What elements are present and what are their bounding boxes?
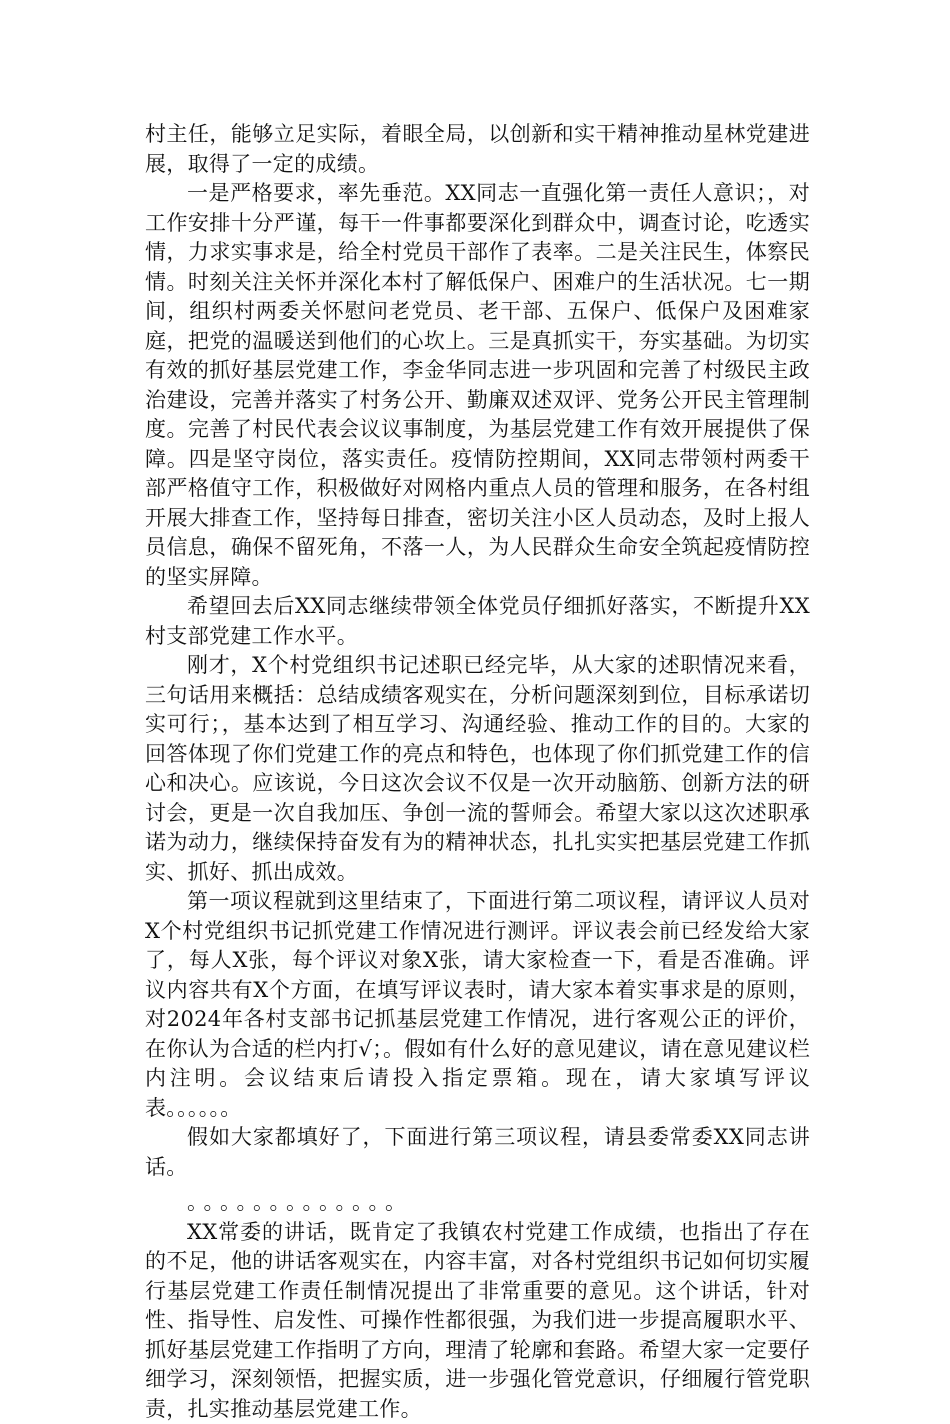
paragraph-achievements: 一是严格要求，率先垂范。XX同志一直强化第一责任人意识；，对工作安排十分严谨，每干一件事都要深化到群众中，调查讨论，吃透实情，力求实事求是，给全村党员干部作了表率。二是关注民生，体察民情。时刻关注关怀并深化本村了解低保户、困难户的生活状况。七一期间，组织村两委关怀慰问老党员、老干部、五保户、低保户及困难家庭，把党的温暖送到他们的心坎上。三是真抓实干，夯实基础。为切实有效的抓好基层党建工作，李金华同志进一步巩固和完善了村级民主政治建设，完善并落实了村务公开、勤廉双述双评、党务公开民主管理制度。完善了村民代表会议议事制度，为基层党建工作有效开展提供了保障。四是坚守岗位，落实责任。疫情防控期间，XX同志带领村两委干部严格值守工作，积极做好对网格内重点人员的管理和服务，在各村组开展大排查工作，坚持每日排查，密切关注小区人员动态，及时上报人员信息，确保不留死角，不落一人，为人民群众生命安全筑起疫情防控的坚实屏障。 (145, 179, 810, 592)
paragraph-summary: 刚才，X个村党组织书记述职已经完毕，从大家的述职情况来看，三句话用来概括：总结成绩客观实在，分析问题深刻到位，目标承诺切实可行；，基本达到了相互学习、沟通经验、推动工作的目的。大家的回答体现了你们党建工作的亮点和特色，也体现了你们抓党建工作的信心和决心。应该说，今日这次会议不仅是一次开动脑筋、创新方法的研讨会，更是一次自我加压、争创一流的誓师会。希望大家以这次述职承诺为动力，继续保持奋发有为的精神状态，扎扎实实把基层党建工作抓实、抓好、抓出成效。 (145, 651, 810, 887)
paragraph-hope: 希望回去后XX同志继续带领全体党员仔细抓好落实，不断提升XX村支部党建工作水平。 (145, 592, 810, 651)
paragraph-ellipsis: 。。。。。。。。。。。。。 (145, 1188, 810, 1218)
paragraph-agenda-two: 第一项议程就到这里结束了，下面进行第二项议程，请评议人员对X个村党组织书记抓党建工作情况进行测评。评议表会前已经发给大家了，每人X张，每个评议对象X张，请大家检查一下，看是否准确。评议内容共有X个方面，在填写评议表时，请大家本着实事求是的原则，对2024年各村支部书记抓基层党建工作情况，进行客观公正的评价，在你认为合适的栏内打√；。假如有什么好的意见建议，请在意见建议栏内注明。会议结束后请投入指定票箱。现在，请大家填写评议表。。。。。。 (145, 887, 810, 1123)
paragraph-intro-continuation: 村主任，能够立足实际，着眼全局，以创新和实干精神推动星林党建进展，取得了一定的成绩。 (145, 120, 810, 179)
paragraph-closing: XX常委的讲话，既肯定了我镇农村党建工作成绩，也指出了存在的不足，他的讲话客观实在，内容丰富，对各村党组织书记如何切实履行基层党建工作责任制情况提出了非常重要的意见。这个讲话，针对性、指导性、启发性、可操作性都很强，为我们进一步提高履职水平、抓好基层党建工作指明了方向，理清了轮廓和套路。希望大家一定要仔细学习，深刻领悟，把握实质，进一步强化管党意识，仔细履行管党职责，扎实推动基层党建工作。 (145, 1218, 810, 1424)
paragraph-agenda-three: 假如大家都填好了，下面进行第三项议程，请县委常委XX同志讲话。 (145, 1123, 810, 1182)
document-page (145, 120, 810, 1424)
